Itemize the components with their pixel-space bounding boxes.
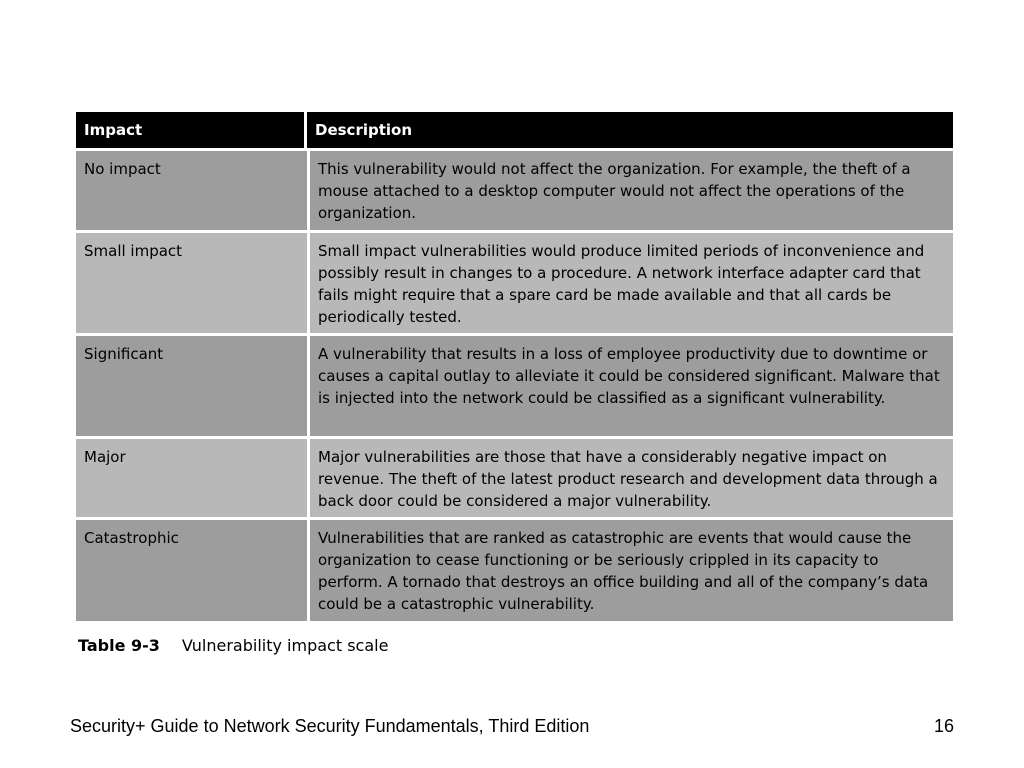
table-row xyxy=(76,520,953,621)
table-header xyxy=(76,112,953,148)
description-cell: Major vulnerabilities are those that have a considerably negative impact on revenue. The theft of the latest product research and development data through a back door could be considered a major vulnerability. xyxy=(310,439,953,517)
description-cell: This vulnerability would not affect the organization. For example, the theft of a mouse attached to a desktop computer would not affect the operations of the organization. xyxy=(310,151,953,230)
footer-title: Security+ Guide to Network Security Fundamentals, Third Edition xyxy=(70,716,590,736)
impact-cell: Catastrophic xyxy=(76,520,307,621)
table-row xyxy=(76,439,953,517)
table-caption xyxy=(78,636,388,655)
impact-cell: Small impact xyxy=(76,233,307,333)
table-number: Table 9-3 xyxy=(78,636,160,655)
impact-table xyxy=(76,112,953,621)
table-row xyxy=(76,336,953,436)
impact-cell: Significant xyxy=(76,336,307,436)
description-cell: Vulnerabilities that are ranked as catastrophic are events that would cause the organization to cease functioning or be seriously crippled in its capacity to perform. A tornado that destroys an office building and all of the company’s data could be a catastrophic vulnerability. xyxy=(310,520,953,621)
description-cell: A vulnerability that results in a loss of employee productivity due to downtime or causes a capital outlay to alleviate it could be considered significant. Malware that is injected into the network could be classified as a significant vulnerability. xyxy=(310,336,953,436)
table-caption-text: Vulnerability impact scale xyxy=(181,636,389,655)
description-cell: Small impact vulnerabilities would produce limited periods of inconvenience and possibly result in changes to a procedure. A network interface adapter card that fails might require that a spare card be made available and that all cards be periodically tested. xyxy=(310,233,953,333)
table-row xyxy=(76,233,953,333)
table-row xyxy=(76,151,953,230)
header-impact: Impact xyxy=(76,112,307,148)
impact-cell: No impact xyxy=(76,151,307,230)
header-description: Description xyxy=(315,121,413,139)
page-number: 16 xyxy=(933,716,954,736)
impact-cell: Major xyxy=(76,439,307,517)
